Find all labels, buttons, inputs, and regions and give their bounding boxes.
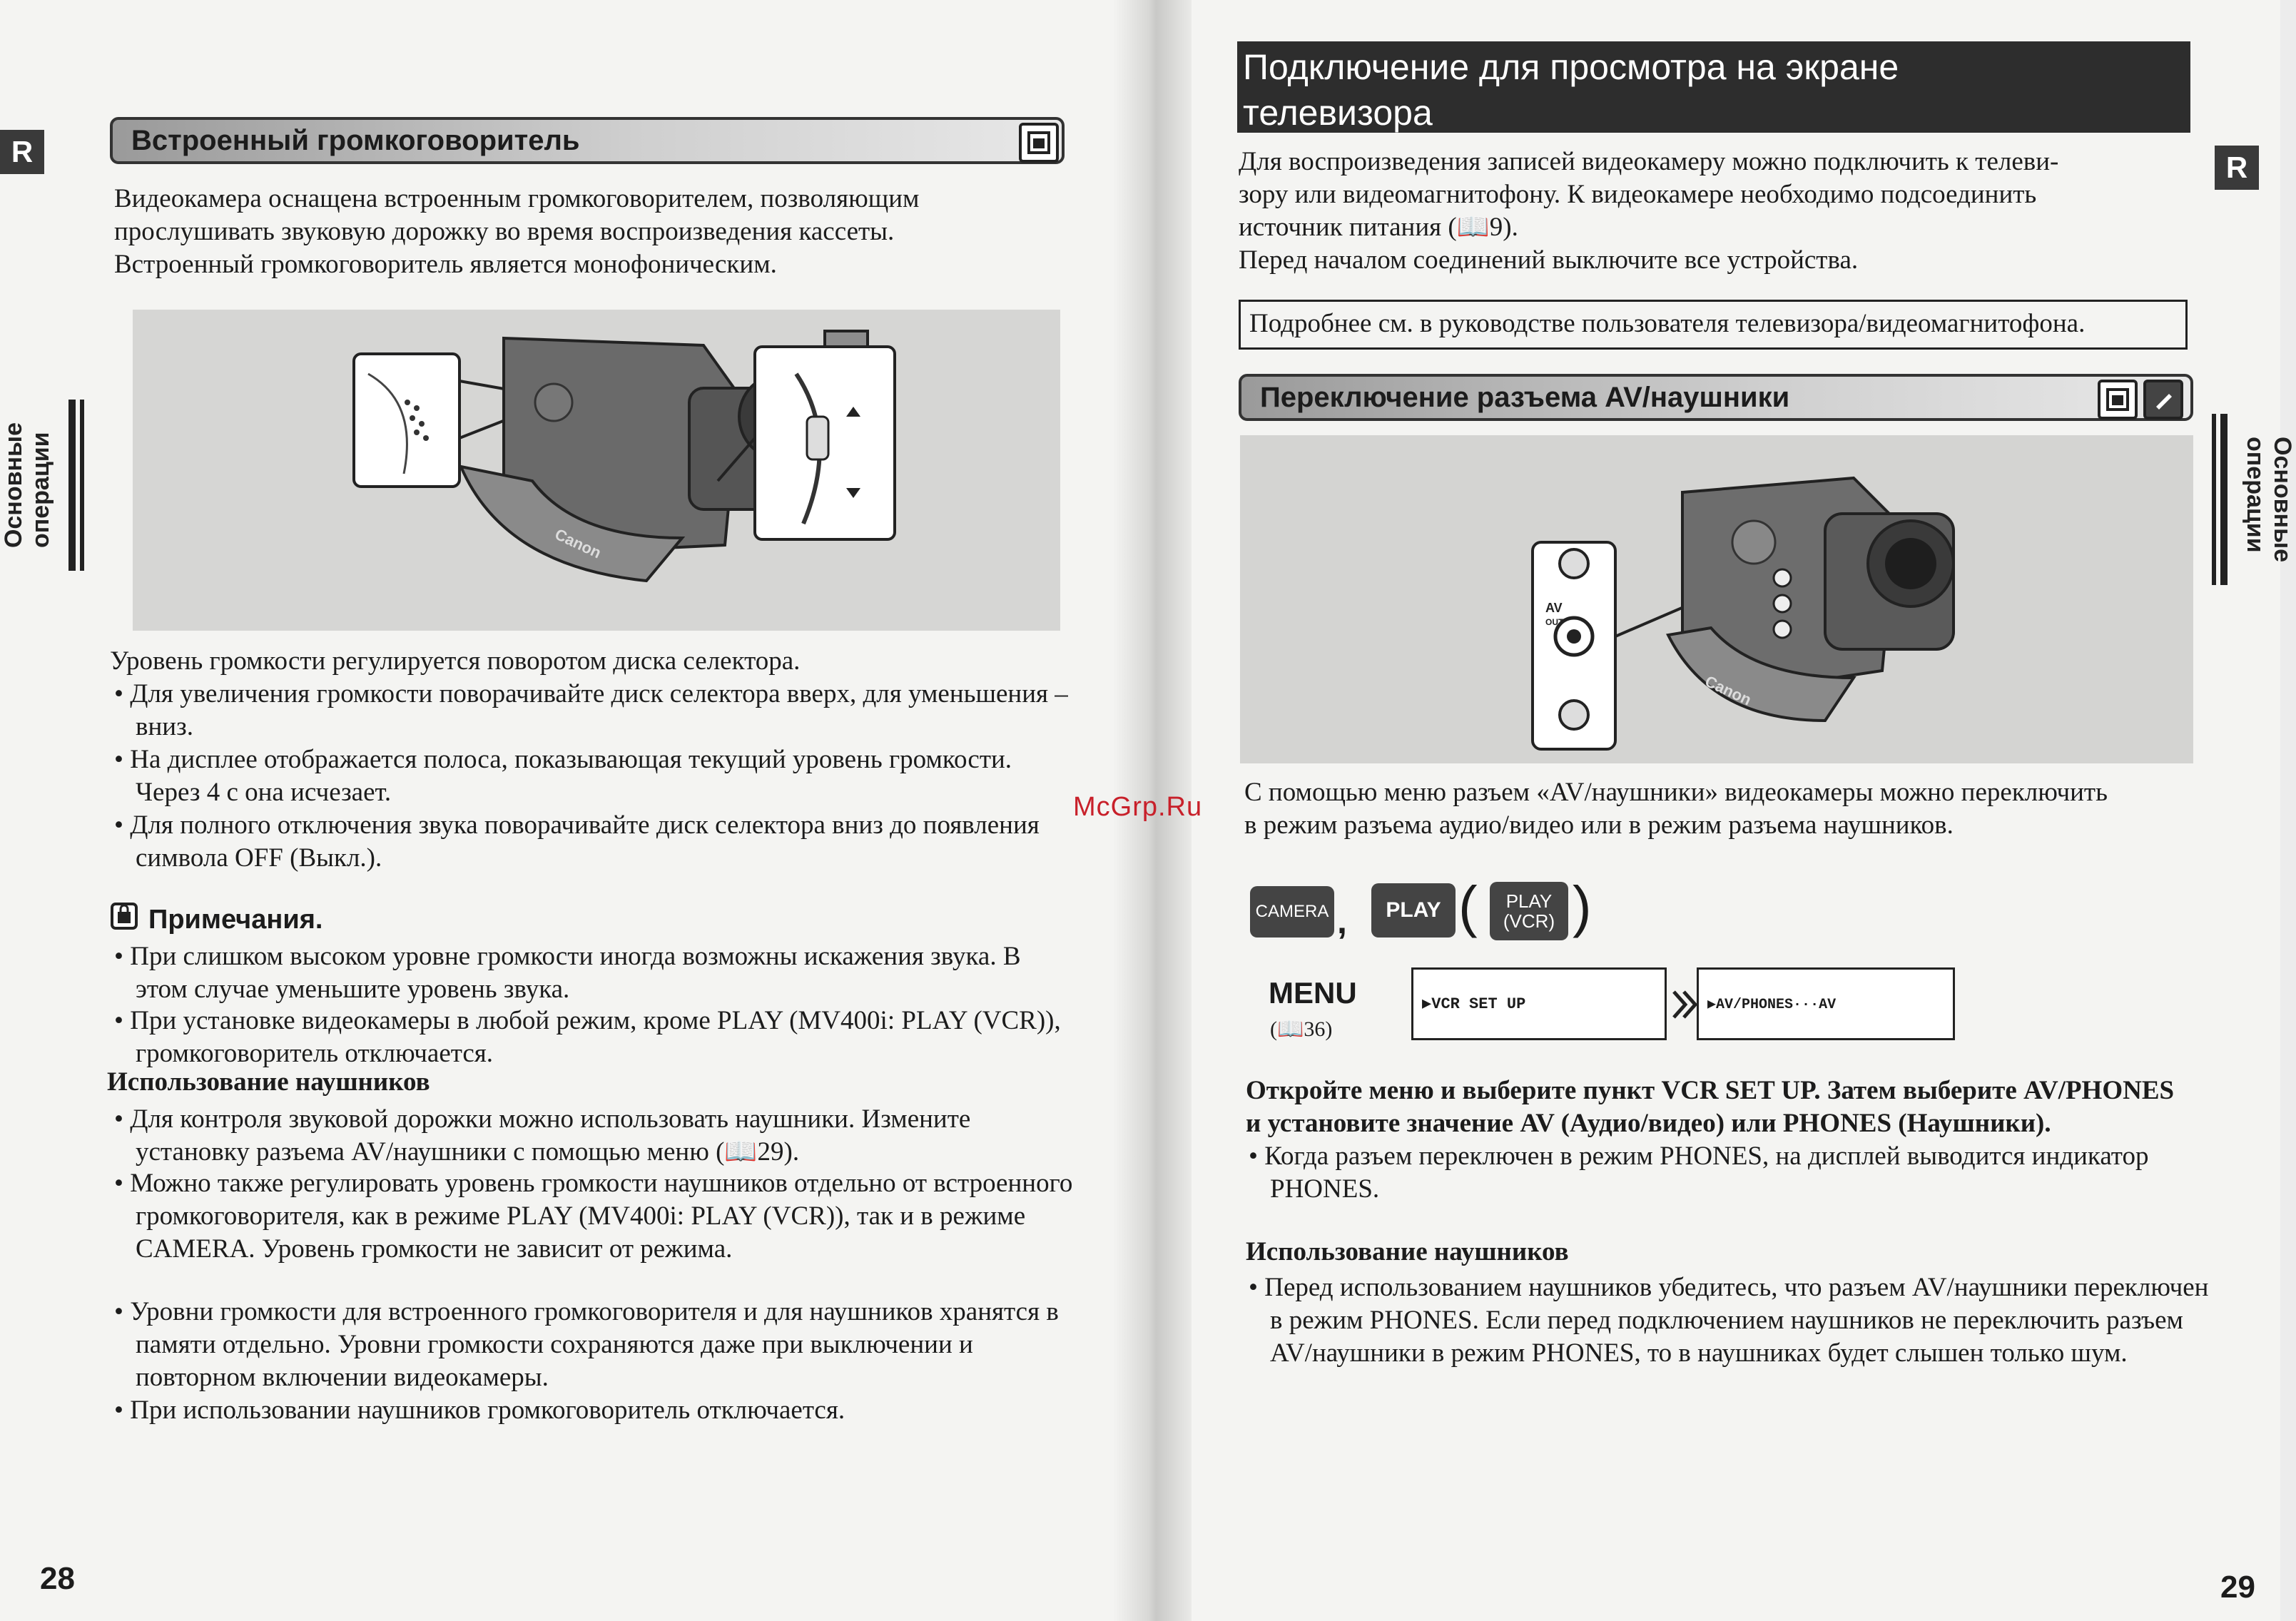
menu-page-ref: (📖36) (1270, 1017, 1333, 1041)
side-tab-label: Основные операции (2242, 436, 2296, 563)
jack-illustration (1240, 435, 2193, 763)
close-paren: ) (1573, 875, 1592, 938)
side-tab-label: Основные операции (0, 422, 54, 549)
page-number: 28 (40, 1561, 75, 1596)
mode-separator: , (1337, 901, 1347, 941)
jack-out-label: OUT (1545, 617, 1564, 627)
speaker-illustration (133, 310, 1060, 631)
play-vcr-mode-button: PLAY (VCR) (1490, 882, 1568, 940)
headphones-heading: Использование наушников (1246, 1237, 1569, 1266)
arrow-right-icon (1672, 990, 1698, 1022)
intro-paragraph: Видеокамера оснащена встроенным громкоговорителем, позволяющим прослушивать звуковую дорожку во время воспроизведения кассеты. Встроенный громкоговоритель является монофоническим. (114, 184, 920, 279)
list-item: • Для увеличения громкости поворачивайте диск селектора вверх, для уменьшения – вниз. (114, 679, 1068, 741)
camera-brand-label: Canon (1702, 671, 1754, 709)
section-badge: R (0, 130, 44, 174)
play-mode-button: PLAY (1371, 883, 1456, 937)
volume-intro: Уровень громкости регулируется поворотом диска селектора. (110, 646, 801, 676)
list-item: • Перед использованием наушников убедитесь, что разъем AV/наушники переключен в режим PHONES. Если перед подключением наушников не переключить разъем AV/наушники в режим PHONES, то в наушниках будет слышен только шум. (1249, 1273, 2209, 1368)
menu-label: MENU (1269, 976, 1357, 1010)
section-title-bar (1239, 374, 2193, 421)
list-item: • При использовании наушников громкоговоритель отключается. (114, 1396, 845, 1425)
intro-paragraph: Для воспроизведения записей видеокамеру можно подключить к телеви- зору или видеомагнитофону. К видеокамере необходимо подсоединить источник питания (📖9). Перед началом соединений выключите все устройства. (1239, 147, 2059, 275)
camera-brand-label: Canon (552, 524, 604, 562)
watermark: McGrp.Ru (1073, 792, 1203, 822)
switch-paragraph: С помощью меню разъем «AV/наушники» видеокамеры можно переключить в режим разъема аудио/видео или в режим разъема наушников. (1244, 778, 2108, 840)
list-item: • При установке видеокамеры в любой режим, кроме PLAY (MV400i: PLAY (VCR)), громкоговоритель отключается. (114, 1006, 1061, 1068)
menu-step-vcr-setup: ▶VCR SET UP (1411, 967, 1667, 1040)
edit-mode-icon (2143, 380, 2183, 420)
jack-av-label: AV (1545, 601, 1563, 615)
notes-heading: Примечания. (110, 902, 322, 937)
list-item: • Когда разъем переключен в режим PHONES, на дисплей выводится индикатор PHONES. (1249, 1142, 2149, 1204)
section-title: Встроенный громкоговоритель (131, 124, 580, 156)
playback-mode-icon (2098, 380, 2138, 420)
menu-step-av-phones: ▶AV/PHONES···AV (1697, 967, 1955, 1040)
headphones-heading: Использование наушников (107, 1067, 430, 1097)
right-page (1142, 0, 2296, 1621)
instruction-bold: Откройте меню и выберите пункт VCR SET UP. Затем выберите AV/PHONES и установите значение AV (Аудио/видео) или PHONES (Наушники). (1246, 1076, 2175, 1138)
section-title-bar (110, 117, 1065, 164)
side-tab (2212, 414, 2296, 585)
list-item: • Для контроля звуковой дорожки можно использовать наушники. Измените установку разъема AV/наушники с помощью меню (📖29). (114, 1104, 971, 1167)
list-item: • Можно также регулировать уровень громкости наушников отдельно от встроенного громкоговорителя, как в режиме PLAY (MV400i: PLAY (VCR)), так и в режиме CAMERA. Уровень громкости не зависит от режима. (114, 1169, 1073, 1264)
list-item: • Уровни громкости для встроенного громкоговорителя и для наушников хранятся в памяти отдельно. Уровни громкости сохраняются даже при выключении и повторном включении видеокамеры. (114, 1297, 1059, 1392)
playback-mode-icon (1019, 123, 1059, 163)
page-number: 29 (2220, 1570, 2255, 1605)
list-item: • Для полного отключения звука поворачивайте диск селектора вниз до появления символа OFF (Выкл.). (114, 810, 1040, 873)
section-badge: R (2215, 146, 2259, 190)
side-tab (0, 400, 84, 571)
camera-mode-button: CAMERA (1250, 886, 1334, 937)
open-paren: ( (1458, 875, 1478, 938)
left-page (0, 0, 1142, 1621)
list-item: • На дисплее отображается полоса, показывающая текущий уровень громкости. Через 4 с она исчезает. (114, 745, 1012, 807)
boxed-note: Подробнее см. в руководстве пользователя телевизора/видеомагнитофона. (1239, 300, 2188, 350)
list-item: • При слишком высоком уровне громкости иногда возможны искажения звука. В этом случае уменьшите уровень звука. (114, 942, 1021, 1004)
notes-icon (110, 902, 138, 937)
page-title: Подключение для просмотра на экране телевизора (1237, 41, 2190, 133)
section-title: Переключение разъема AV/наушники (1260, 381, 1790, 413)
